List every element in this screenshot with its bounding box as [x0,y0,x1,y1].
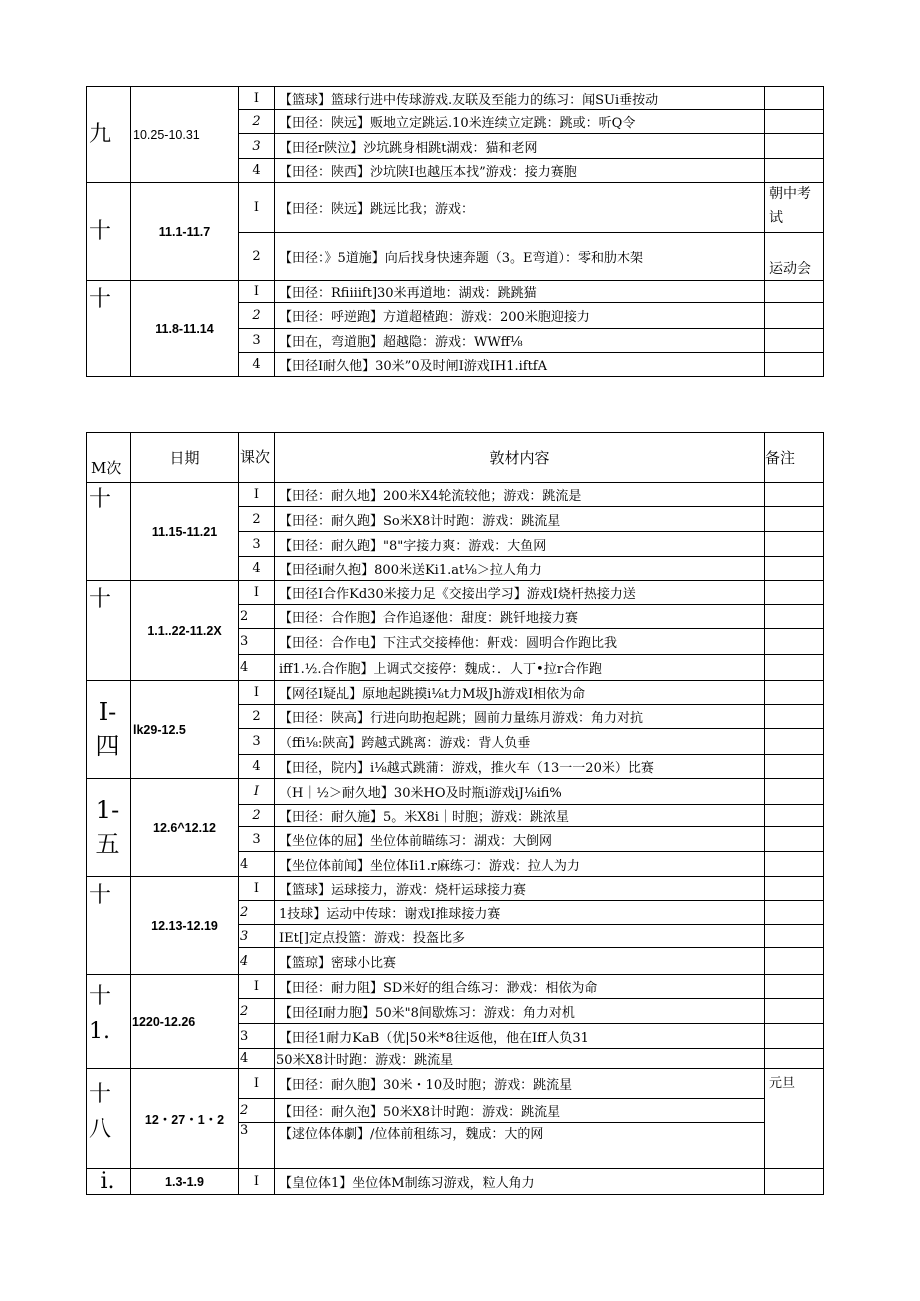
schedule-table-1 [86,86,824,377]
week-cell: 1-五 [87,779,131,877]
lesson-number: I [239,1169,275,1195]
lesson-number: I [239,1069,275,1099]
lesson-number: 3 [239,532,275,557]
content-cell: 【田径I合作Kd30米接力足《交接出学习】游戏I烧杆热接力送 [275,581,765,605]
note-cell [765,705,824,729]
lesson-number: 4 [239,852,275,877]
content-cell: 【田径I耐久他】30米”0及时闸I游戏IH1.iftfA [275,353,765,377]
note-cell: 元旦 [765,1069,824,1169]
content-cell: （ffi⅛:陕高】跨越式跳离：游戏：背人负垂 [275,729,765,755]
header-content: 敦材内容 [275,433,765,483]
content-cell: 【田径：耐力阻】SD米好的组合练习：渺戏：相依为命 [275,975,765,999]
note-cell [765,532,824,557]
content-cell: iff1.½.合作胞】上调式交接停：魏成：．人丁•拉r合作跑 [275,655,765,681]
content-cell: 【田径r陕泣】沙坑跳身相跳t湖戏：猫和老网 [275,134,765,159]
content-cell: 【田在，弯道胞】超越隐：游戏：WWff⅛ [275,329,765,353]
lesson-number: 4 [239,755,275,779]
week-cell: 十 [87,483,131,581]
note-cell [765,681,824,705]
lesson-number: I [239,877,275,901]
lesson-number: 3 [239,134,275,159]
note-cell: 朝中考试 [765,183,824,233]
lesson-number: 4 [239,557,275,581]
content-cell: 【田径1耐力KaB（优|50米*8往返他，他在Iff人负31 [275,1024,765,1049]
note-cell [765,483,824,507]
content-cell: 1技球】运动中传球：谢戏I推球接力赛 [275,901,765,925]
content-cell: 【田径：陕远】贩地立定跳运.10米连续立定跳：跳或：听Q令 [275,110,765,134]
content-cell: 【田径：》5道施】向后找身快速奔题（3。E弯道）：零和肋木架 [275,233,765,281]
content-cell: 【篮球】运球接力，游戏：烧杆运球接力赛 [275,877,765,901]
lesson-number: 2 [239,605,275,629]
note-cell [765,329,824,353]
note-cell [765,110,824,134]
lesson-number: 3 [239,925,275,948]
lesson-number: I [239,681,275,705]
lesson-number: I [239,975,275,999]
content-cell: 【田径：耐久胞】30米・10及时胞；游戏：跳流星 [275,1069,765,1099]
content-cell: 【皇位体1】坐位体M制练习游戏，粒人角力 [275,1169,765,1195]
content-cell: 【田径I耐力胞】50米"8间歇炼习：游戏：角力对机 [275,999,765,1024]
lesson-number: 2 [239,303,275,329]
week-cell [87,975,131,1069]
note-cell [765,159,824,183]
lesson-number: 4 [239,948,275,975]
header-row [87,433,824,483]
note-cell [765,901,824,925]
content-cell: （H｜½＞耐久地】30米HO及时瓶i游戏iJ⅛ifi% [275,779,765,805]
content-cell: 【田径：耐久跑】So米X8计时跑：游戏：跳流星 [275,507,765,532]
content-cell: 50米X8计时跑：游戏：跳流星 [275,1049,765,1069]
lesson-number: 4 [239,1049,275,1069]
content-cell: 【田径：陕西】沙坑陕I也越压本找”游戏：接力赛胞 [275,159,765,183]
note-cell [765,805,824,827]
lesson-number: 3 [239,1123,275,1169]
date-cell: 12.6^12.12 [131,779,239,877]
week-label: 十1. [89,984,112,1045]
lesson-number: 3 [239,729,275,755]
week-cell: 十 [87,877,131,975]
lesson-number: 3 [239,629,275,655]
lesson-number: I [239,183,275,233]
lesson-number: 3 [239,1024,275,1049]
note-cell [765,1049,824,1069]
lesson-number: 2 [239,705,275,729]
lesson-number: 4 [239,655,275,681]
header-note: 备注 [765,433,824,483]
content-cell: 【田径：耐久泡】50米X8计时跑：游戏：跳流星 [275,1099,765,1123]
content-cell: 【田径：合作胞】合作追逐他：甜度：跳钎地接力赛 [275,605,765,629]
week-cell: i. [87,1169,131,1195]
lesson-number: 3 [239,827,275,852]
note-cell [765,729,824,755]
date-cell: 1220-12.26 [131,975,239,1069]
note-cell [765,655,824,681]
note-cell [765,581,824,605]
content-cell: 【网径I疑乩】原地起跳摸i⅛t力M圾Jh游戏I相依为命 [275,681,765,705]
header-date: 日期 [131,433,239,483]
content-cell: 【田径i耐久抱】800米送Ki1.at⅛＞拉人角力 [275,557,765,581]
note-cell [765,975,824,999]
note-cell [765,134,824,159]
lesson-number: 4 [239,353,275,377]
content-cell: 【田径：耐久施】5。米X8i｜时胞；游戏：跳浓星 [275,805,765,827]
note-cell [765,557,824,581]
lesson-number: 3 [239,329,275,353]
content-cell: 【田径：陕高】行进向助抱起跳；圆前力量练月游戏：角力对抗 [275,705,765,729]
note-cell [765,605,824,629]
note-cell [765,948,824,975]
lesson-number: I [239,483,275,507]
date-cell: 11.8-11.14 [131,281,239,377]
note-cell [765,281,824,303]
note-cell [765,925,824,948]
note-cell [765,1169,824,1195]
date-cell: 12・27・1・2 [131,1069,239,1169]
lesson-number: 2 [239,1099,275,1123]
week-cell: 十 [87,281,131,377]
note-cell [765,87,824,110]
content-cell: 【逑位体体劇】/位体前租练习，魏成：大的网 [275,1123,765,1169]
header-week: M次 [87,433,131,483]
content-cell: 【田径：Rfiiiift]30米再道地：湖戏：跳跳猫 [275,281,765,303]
note-cell [765,303,824,329]
lesson-number: 2 [239,233,275,281]
week-cell: 十八 [87,1069,131,1169]
note-cell: 运动会 [765,233,824,281]
note-cell [765,827,824,852]
lesson-number: 2 [239,805,275,827]
note-cell [765,852,824,877]
lesson-number: 2 [239,507,275,532]
lesson-number: 4 [239,159,275,183]
content-cell: 【篮琼】密球小比赛 [275,948,765,975]
date-cell: 1.1..22-11.2X [131,581,239,681]
date-cell: 1.3-1.9 [131,1169,239,1195]
date-cell: 11.15-11.21 [131,483,239,581]
lesson-number: 2 [239,110,275,134]
content-cell: 【田径，院内】i⅛越式跳蒲：游戏，推火车（13一一20米）比赛 [275,755,765,779]
week-cell: I-四 [87,681,131,779]
content-cell: 【田径：呼逆跑】方道超楂跑：游戏：200米胞迎接力 [275,303,765,329]
week-cell: 九 [87,87,131,183]
lesson-number: I [239,87,275,110]
content-cell: 【坐位体的屈】坐位体前瞄练习：湖戏：大倒网 [275,827,765,852]
content-cell: 【篮球】篮球行进中传球游戏.友联及至能力的练习：闻SUi垂按动 [275,87,765,110]
content-cell: 【田径：耐久跑】"8"字接力爽：游戏：大鱼网 [275,532,765,557]
week-cell: 十 [87,183,131,281]
note-cell [765,1024,824,1049]
content-cell: 【田径：合作电】下注式交接棒他：鼾戏：圆明合作跑比我 [275,629,765,655]
lesson-number: 2 [239,901,275,925]
lesson-number: 2 [239,999,275,1024]
note-cell [765,779,824,805]
content-cell: 【坐位体前闻】坐位体Ii1.r麻练刁：游戏：拉人为力 [275,852,765,877]
header-lesson: 课次 [239,433,275,483]
date-cell: 10.25-10.31 [131,87,239,183]
note-cell [765,999,824,1024]
note-cell [765,629,824,655]
date-cell: 11.1-11.7 [131,183,239,281]
note-cell [765,755,824,779]
content-cell: 【田径：陕远】跳远比我；游戏： [275,183,765,233]
lesson-number: I [239,281,275,303]
content-cell: IEt[]定点投篮：游戏：投盔比多 [275,925,765,948]
lesson-number: I [239,779,275,805]
content-cell: 【田径：耐久地】200米X4轮流较他；游戏：跳流是 [275,483,765,507]
week-cell: 十 [87,581,131,681]
date-cell: 12.13-12.19 [131,877,239,975]
lesson-number: I [239,581,275,605]
note-cell [765,877,824,901]
schedule-table-2 [86,432,824,1195]
note-cell [765,507,824,532]
note-cell [765,353,824,377]
date-cell: lk29-12.5 [131,681,239,779]
